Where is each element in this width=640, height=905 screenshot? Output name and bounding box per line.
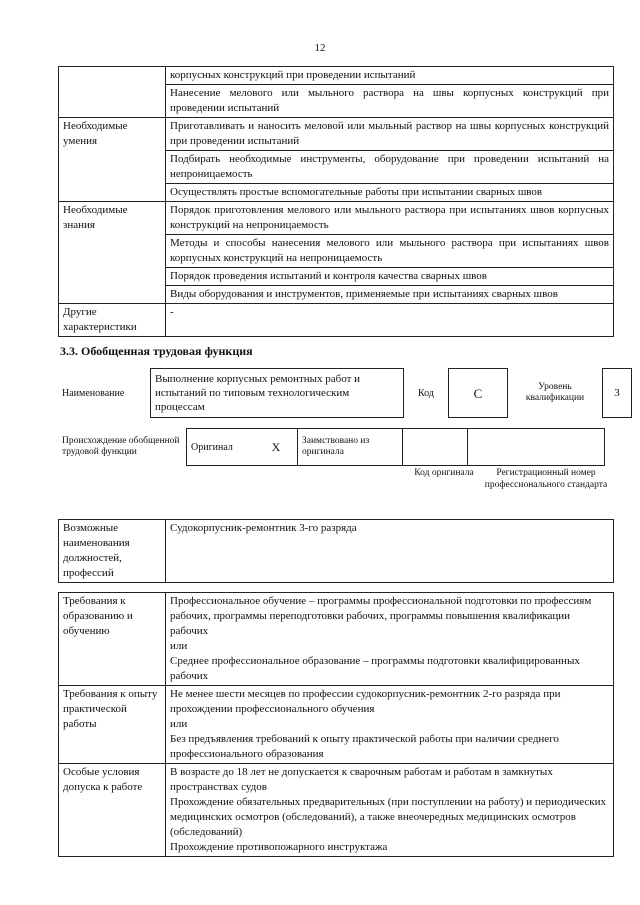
table-cell: - bbox=[166, 304, 614, 337]
requirement-value bbox=[166, 593, 614, 686]
row-label bbox=[59, 67, 166, 118]
name-label: Наименование bbox=[62, 387, 125, 399]
table-row bbox=[59, 593, 614, 686]
code-original-cell bbox=[403, 429, 468, 466]
requirement-label: Требования к образованию и обучению bbox=[59, 593, 166, 686]
table-cell: Методы и способы нанесения мелового или мыльного раствора при испытаниях швов корпусных конструкций на непроницаемость bbox=[166, 235, 614, 268]
row-label: Другие характеристики bbox=[59, 304, 166, 337]
reg-number-cell bbox=[468, 429, 605, 466]
requirement-line: Не менее шести месяцев по профессии судокорпусник-ремонтник 2-го разряда при прохождении профессионального обучения bbox=[170, 688, 561, 715]
borrowed-label: Заимствовано из оригинала bbox=[298, 429, 403, 466]
origin-table bbox=[58, 428, 605, 466]
skills-knowledge-table bbox=[58, 66, 614, 337]
requirement-value bbox=[166, 764, 614, 857]
requirement-value bbox=[166, 686, 614, 764]
page-number: 12 bbox=[314, 42, 326, 54]
requirement-line: Прохождение обязательных предварительных (при поступлении на работу) и периодических медицинских осмотров (обследований), а также внеочередных медицинских осмотров (обследований) bbox=[170, 796, 607, 838]
table-row bbox=[59, 304, 614, 337]
table-cell: Виды оборудования и инструментов, применяемые при испытаниях сварных швов bbox=[166, 286, 614, 304]
level-label: Уровень квалификации bbox=[525, 382, 585, 403]
table-row bbox=[59, 686, 614, 764]
table-row bbox=[59, 118, 614, 151]
table-row bbox=[59, 202, 614, 235]
code-original-caption: Код оригинала bbox=[414, 468, 474, 478]
table-cell: Порядок проведения испытаний и контроля качества сварных швов bbox=[166, 268, 614, 286]
table-cell: Подбирать необходимые инструменты, оборудование при проведении испытаний на непроницаемость bbox=[166, 151, 614, 184]
requirement-line: или bbox=[170, 718, 188, 730]
table-cell: Приготавливать и наносить меловой или мыльный раствор на швы корпусных конструкций при проведении испытаний bbox=[166, 118, 614, 151]
table-row bbox=[59, 764, 614, 857]
requirement-line: или bbox=[170, 640, 188, 652]
requirement-line: В возрасте до 18 лет не допускается к сварочным работам и работам в замкнутых пространствах судов bbox=[170, 766, 553, 793]
requirement-label: Требования к опыту практической работы bbox=[59, 686, 166, 764]
positions-value: Судокорпусник-ремонтник 3-го разряда bbox=[166, 520, 614, 583]
positions-table bbox=[58, 519, 614, 583]
requirement-line: Без предъявления требований к опыту практической работы при наличии среднего профессионального образования bbox=[170, 733, 559, 760]
requirement-line: Прохождение противопожарного инструктажа bbox=[170, 841, 388, 853]
name-value: Выполнение корпусных ремонтных работ и испытаний по типовым технологическим процессам bbox=[151, 369, 404, 418]
table-row bbox=[59, 67, 614, 85]
requirement-line: Среднее профессиональное образование – программы подготовки квалифицированных рабочих bbox=[170, 655, 580, 682]
table-row bbox=[59, 520, 614, 583]
original-mark: X bbox=[255, 429, 298, 466]
row-label: Необходимые знания bbox=[59, 202, 166, 304]
origin-label: Происхождение обобщенной трудовой функции bbox=[62, 436, 180, 457]
table-cell: корпусных конструкций при проведении испытаний bbox=[166, 67, 614, 85]
reg-number-caption: Регистрационный номер профессионального стандарта bbox=[484, 468, 608, 490]
requirements-table bbox=[58, 592, 614, 857]
requirement-label: Особые условия допуска к работе bbox=[59, 764, 166, 857]
section-heading: 3.3. Обобщенная трудовая функция bbox=[60, 344, 253, 358]
table-cell: Осуществлять простые вспомогательные работы при испытании сварных швов bbox=[166, 184, 614, 202]
table-cell: Нанесение мелового или мыльного раствора на швы корпусных конструкций при проведении испытаний bbox=[166, 85, 614, 118]
code-value: C bbox=[449, 369, 508, 418]
requirement-line: Профессиональное обучение – программы профессиональной подготовки по профессиям рабочих, программы переподготовки рабочих, программы повышения квалификации рабочих bbox=[170, 595, 592, 637]
row-label: Необходимые умения bbox=[59, 118, 166, 202]
level-value: 3 bbox=[603, 369, 632, 418]
positions-label: Возможные наименования должностей, профессий bbox=[59, 520, 166, 583]
code-label: Код bbox=[418, 387, 434, 399]
function-header-table bbox=[58, 368, 632, 418]
table-cell: Порядок приготовления мелового или мыльного раствора при испытаниях швов корпусных конструкций на непроницаемость bbox=[166, 202, 614, 235]
original-label: Оригинал bbox=[187, 429, 256, 466]
